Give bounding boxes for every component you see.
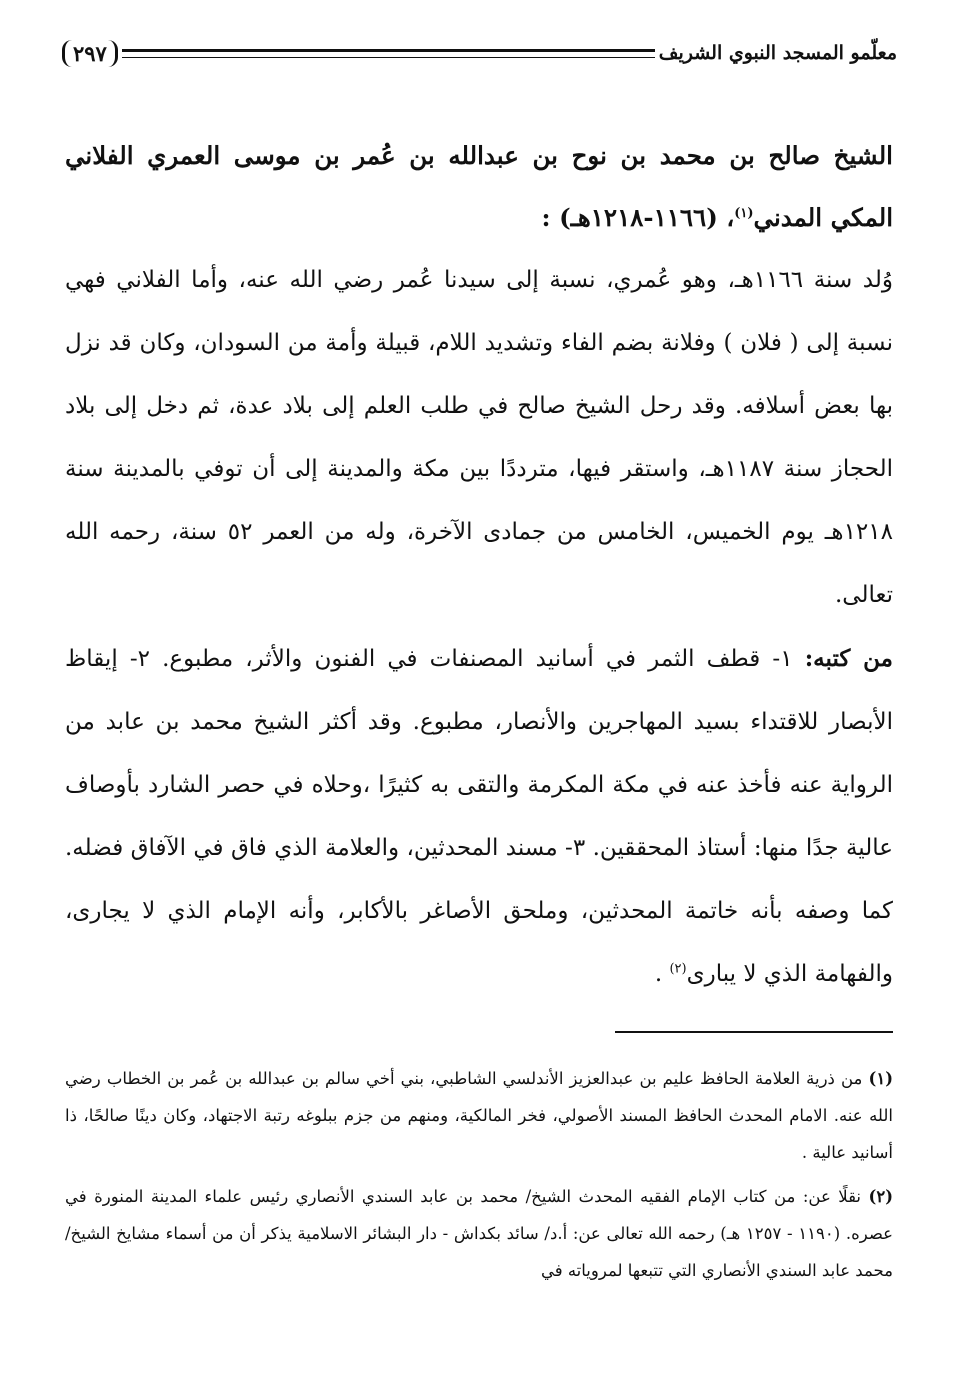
books-text: ١- قطف الثمر في أسانيد المصنفات في الفنون والأثر، مطبوع. ٢- إيقاظ الأبصار للاقتداء بسيد المهاجرين والأنصار، مطبوع. وقد أكثر الشيخ محمد بن عابد من الرواية عنه فأخذ عنه في مكة المكرمة والتقى به كثيرًا ،وحلاه في حصر الشارد بأوصاف عالية جدًا منها: أستاذ المحققين. ٣- مسند المحدثين، والعلامة الذي فاق في الآفاق فضله. كما وصفه بأنه خاتمة المحدثين، وملحق الأصاغر بالأكابر، وأنه الإمام الذي لا يجارى، والفهامة الذي لا يبارى	[65, 646, 893, 987]
header-rule	[122, 49, 655, 58]
books-end: .	[654, 961, 670, 987]
books-paragraph	[65, 627, 893, 1006]
footnote-text: من ذرية العلامة الحافظ عليم بن عبدالعزيز الأندلسي الشاطبي، بني أخي سالم بن عبدالله بن عُمر بن الخطاب رضي الله عنه. الامام المحدث الحافظ المسند الأصولي، فخر المالكية، ومنهم من جزم ببلوغه رتبة الاجتهاد، وكان دينًا صالحًا، ذا أسانيد عالية .	[65, 1069, 893, 1162]
heading-dates: ، (١١٦٦-١٢١٨هـ) :	[541, 203, 735, 232]
entry-heading	[65, 125, 893, 249]
footnote-ref-1: (١)	[734, 205, 754, 221]
footnotes	[65, 1060, 893, 1296]
footnote-number: (٢)	[868, 1187, 893, 1206]
heading-name: الشيخ صالح بن محمد بن نوح بن عبدالله بن عُمر بن موسى العمري الفلاني المكي المدني	[65, 141, 893, 232]
biography-paragraph: وُلد سنة ١١٦٦هـ، وهو عُمري، نسبة إلى سيدنا عُمر رضي الله عنه، وأما الفلاني فهي نسبة إلى ( فلان ) وفلانة بضم الفاء وتشديد اللام، قبيلة وأمة من السودان، وكان قد نزل بها بعض أسلافه. وقد رحل الشيخ صالح في طلب العلم إلى بلاد عدة، ثم دخل إلى بلاد الحجاز سنة ١١٨٧هـ، واستقر فيها، مترددًا بين مكة والمدينة إلى أن توفي بالمدينة سنة ١٢١٨هـ يوم الخميس، الخامس من جمادى الآخرة، وله من العمر ٥٢ سنة، رحمه الله تعالى.	[65, 267, 894, 608]
footnote-ref-2: (٢)	[669, 961, 687, 977]
footnote-text: نقلًا عن: من كتاب الإمام الفقيه المحدث الشيخ/ محمد بن عابد السندي الأنصاري رئيس علماء المدينة المنورة في عصره. (١١٩٠ - ١٢٥٧ هـ) رحمه الله تعالى عن: أ.د/ سائد بكداش - دار البشائر الاسلامية يذكر أن من أسماء مشايخ الشيخ/ محمد عابد السندي الأنصاري التي تتبعها لمروياته في	[65, 1187, 893, 1280]
books-label: من كتبه:	[804, 645, 893, 672]
footnote-separator	[615, 1031, 893, 1033]
main-text	[65, 125, 893, 1006]
page-number: ٢٩٧	[62, 40, 118, 67]
running-header	[62, 30, 897, 76]
running-title: معلّمو المسجد النبوي الشريف	[658, 42, 897, 64]
footnote-2	[65, 1178, 893, 1289]
footnote-number: (١)	[868, 1069, 893, 1088]
footnote-1	[65, 1060, 893, 1171]
